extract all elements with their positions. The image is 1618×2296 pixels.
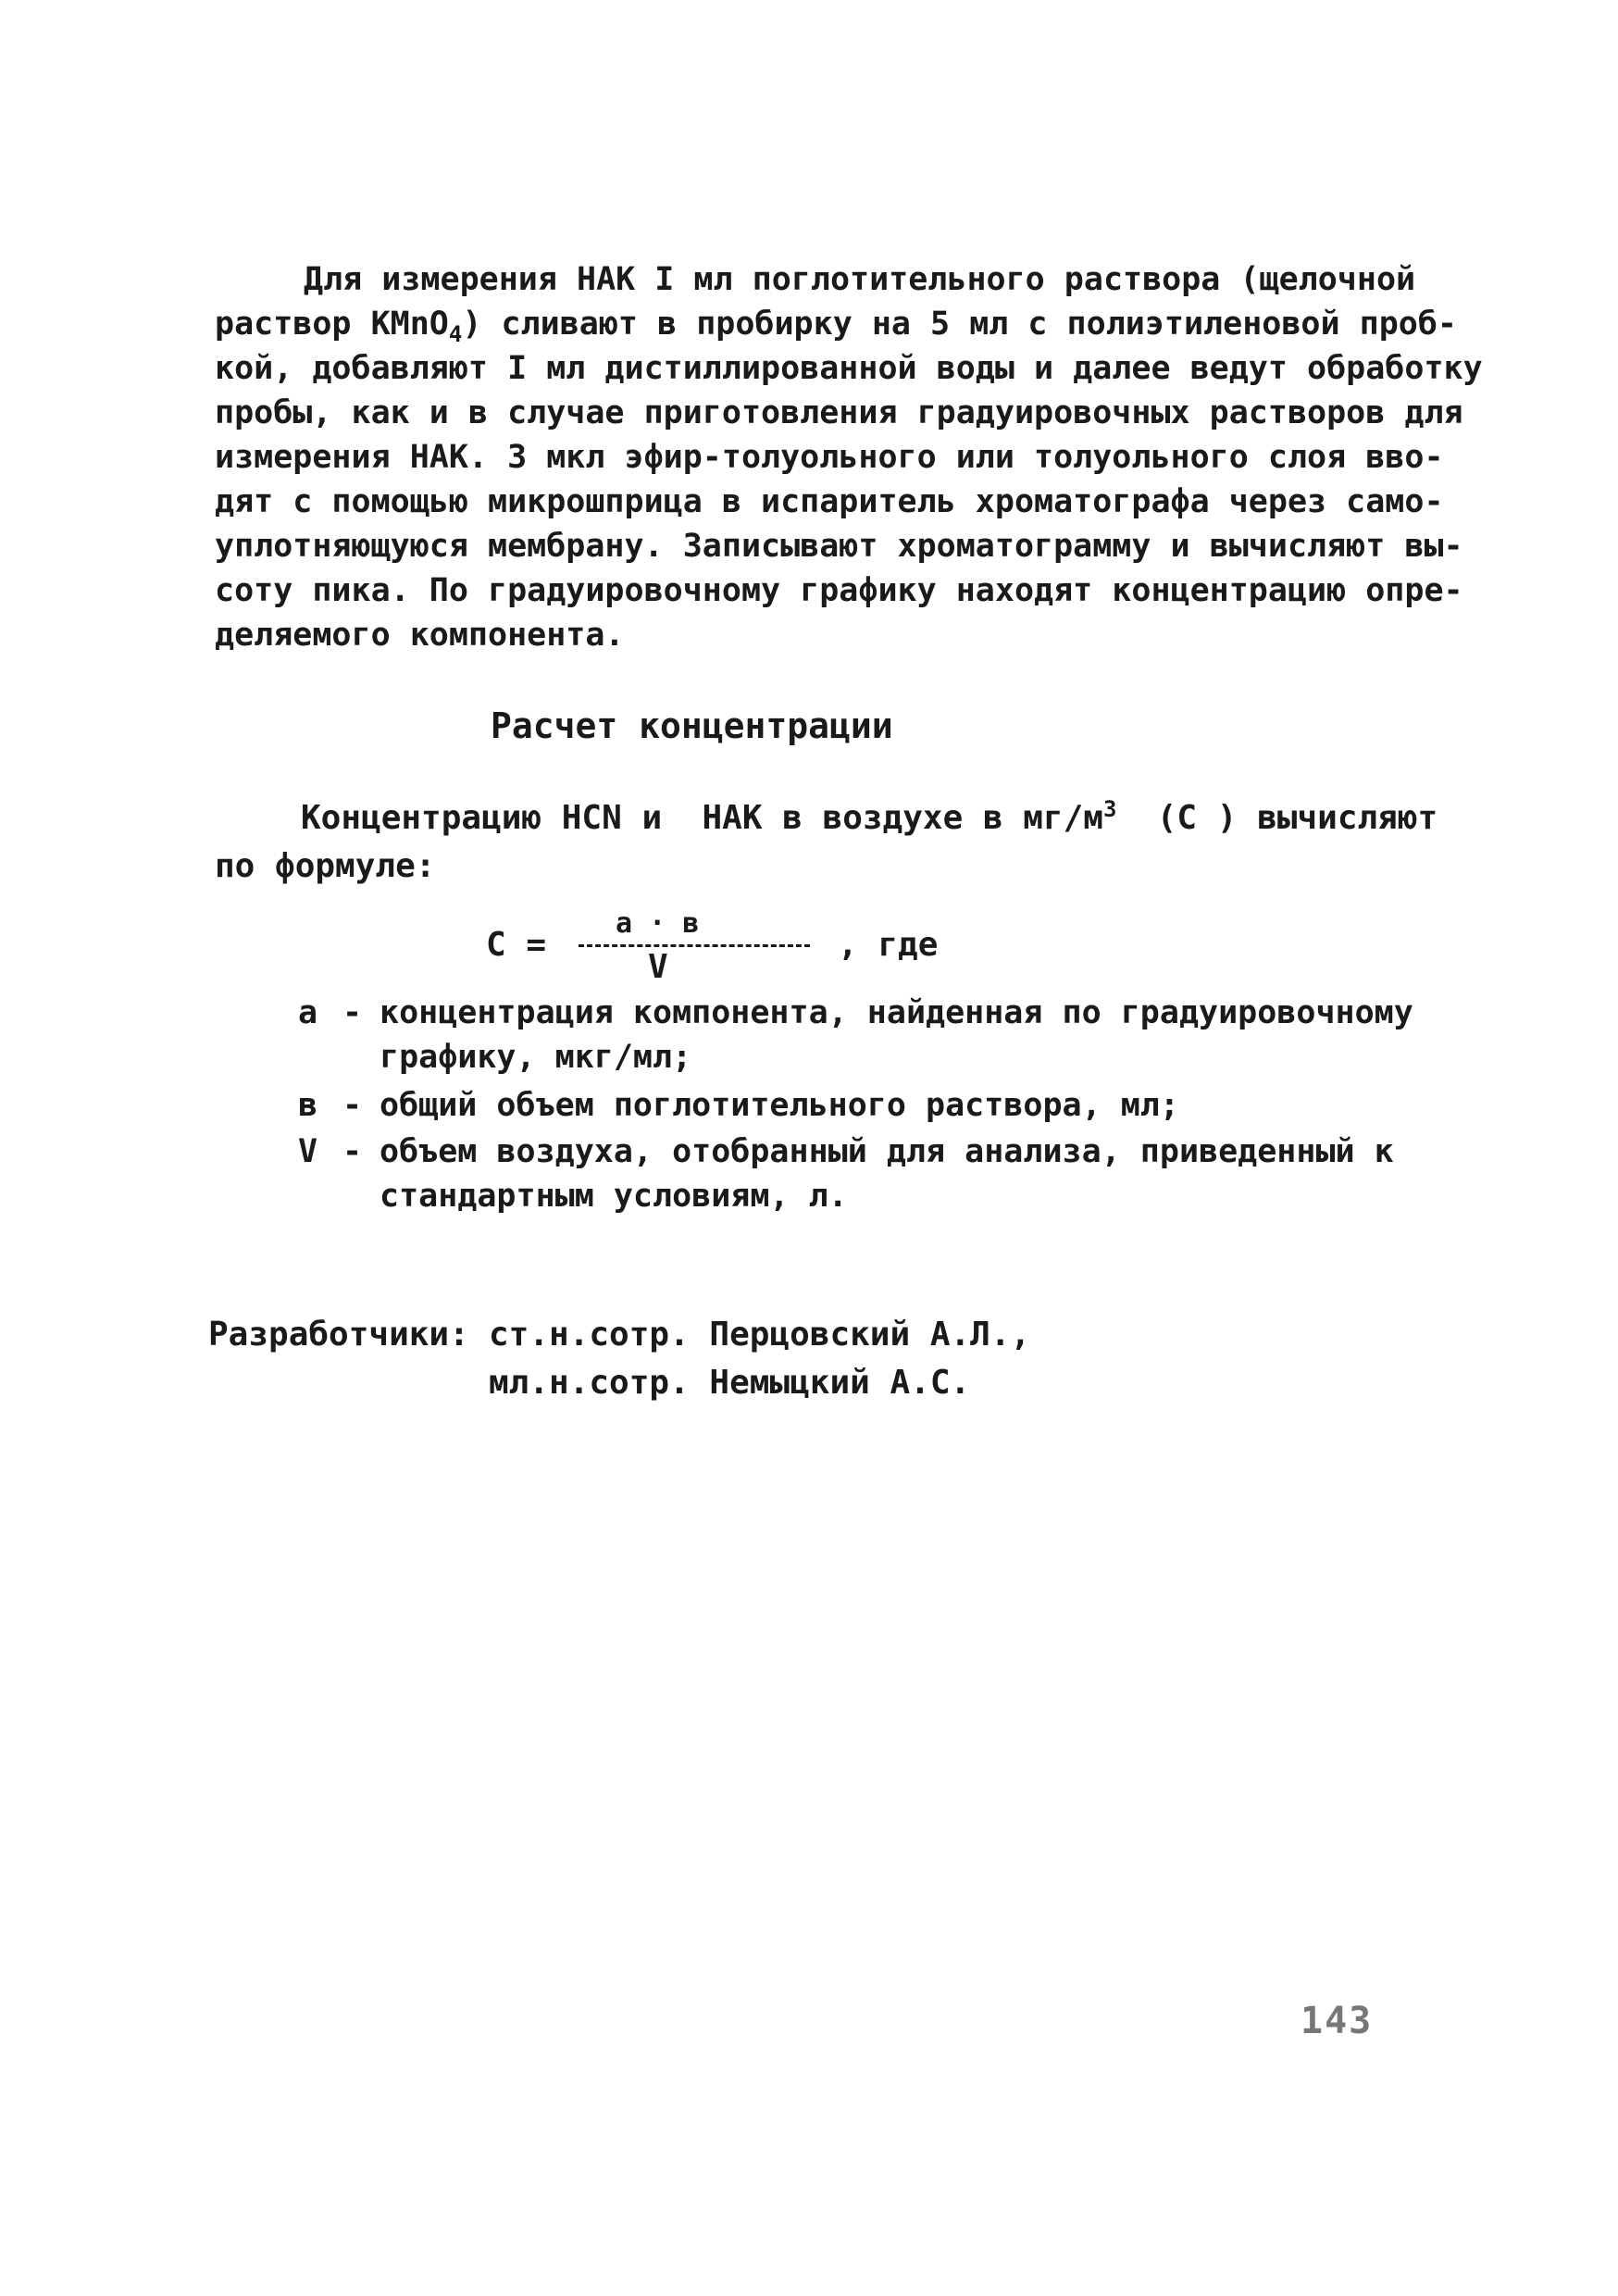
intro-line-1-end: (С ) вычисляют xyxy=(1116,799,1438,837)
paragraph-line-5: измерения НАК. 3 мкл эфир-толуольного или толуольного слоя вво- xyxy=(215,439,1444,476)
definition-a-line-2: графику, мкг/мл; xyxy=(380,1039,692,1076)
paragraph-line-2 xyxy=(215,302,1457,346)
definition-v-line-1: объем воздуха, отобранный для анализа, приведенный к xyxy=(380,1133,1394,1170)
paragraph-line-3: кой, добавляют I мл дистиллированной воды и далее ведут обработку xyxy=(215,350,1483,387)
authors-label: Разработчики: xyxy=(208,1316,469,1354)
definition-dash: - xyxy=(342,994,363,1031)
paragraph-line-9: деляемого компонента. xyxy=(215,617,625,654)
paragraph-line-8: соту пика. По градуировочному графику находят концентрацию опре- xyxy=(215,572,1463,609)
author-2: мл.н.сотр. Немыцкий А.С. xyxy=(489,1364,971,1402)
section-heading: Расчет концентрации xyxy=(491,705,893,746)
definition-dash: - xyxy=(342,1087,363,1124)
paragraph-line-2-subscript: 4 xyxy=(448,321,463,347)
definition-term-v: V xyxy=(298,1133,318,1170)
formula-tail: , где xyxy=(838,926,939,964)
paragraph-line-2-start: раствор KMnO xyxy=(215,306,449,343)
paragraph-line-6: дят с помощью микрошприца в испаритель хроматографа через само- xyxy=(215,483,1444,520)
definition-b-line-1: общий объем поглотительного раствора, мл; xyxy=(380,1087,1179,1124)
paragraph-line-7: уплотняющуюся мембрану. Записывают хроматограмму и вычисляют вы- xyxy=(215,528,1463,565)
formula-fraction xyxy=(579,907,810,991)
definition-dash: - xyxy=(342,1133,363,1170)
concentration-formula xyxy=(486,907,1060,991)
definition-a-line-1: концентрация компонента, найденная по градуировочному xyxy=(380,994,1413,1031)
formula-denominator: V xyxy=(648,948,668,986)
intro-line-1-start: Концентрацию HCN и НАК в воздухе в мг/м xyxy=(301,799,1103,837)
definition-term-a: а xyxy=(298,994,318,1031)
intro-line-2: по формуле: xyxy=(215,847,436,885)
paragraph-line-2-end: ) сливают в пробирку на 5 мл с полиэтиленовой проб- xyxy=(462,306,1457,343)
formula-lhs: С = xyxy=(486,926,547,964)
definition-v-line-2: стандартным условиям, л. xyxy=(380,1178,848,1215)
paragraph-line-1: Для измерения НАК I мл поглотительного раствора (щелочной xyxy=(304,261,1416,298)
formula-numerator: а · в xyxy=(616,907,700,940)
paragraph-line-4: пробы, как и в случае приготовления градуировочных растворов для xyxy=(215,394,1463,431)
author-1: ст.н.сотр. Перцовский А.Л., xyxy=(489,1316,1031,1354)
definition-term-b: в xyxy=(298,1087,318,1124)
fraction-bar xyxy=(579,944,810,947)
unit-exponent: 3 xyxy=(1102,796,1117,822)
intro-line-1 xyxy=(301,794,1438,842)
page-number: 143 xyxy=(1301,2000,1374,2042)
